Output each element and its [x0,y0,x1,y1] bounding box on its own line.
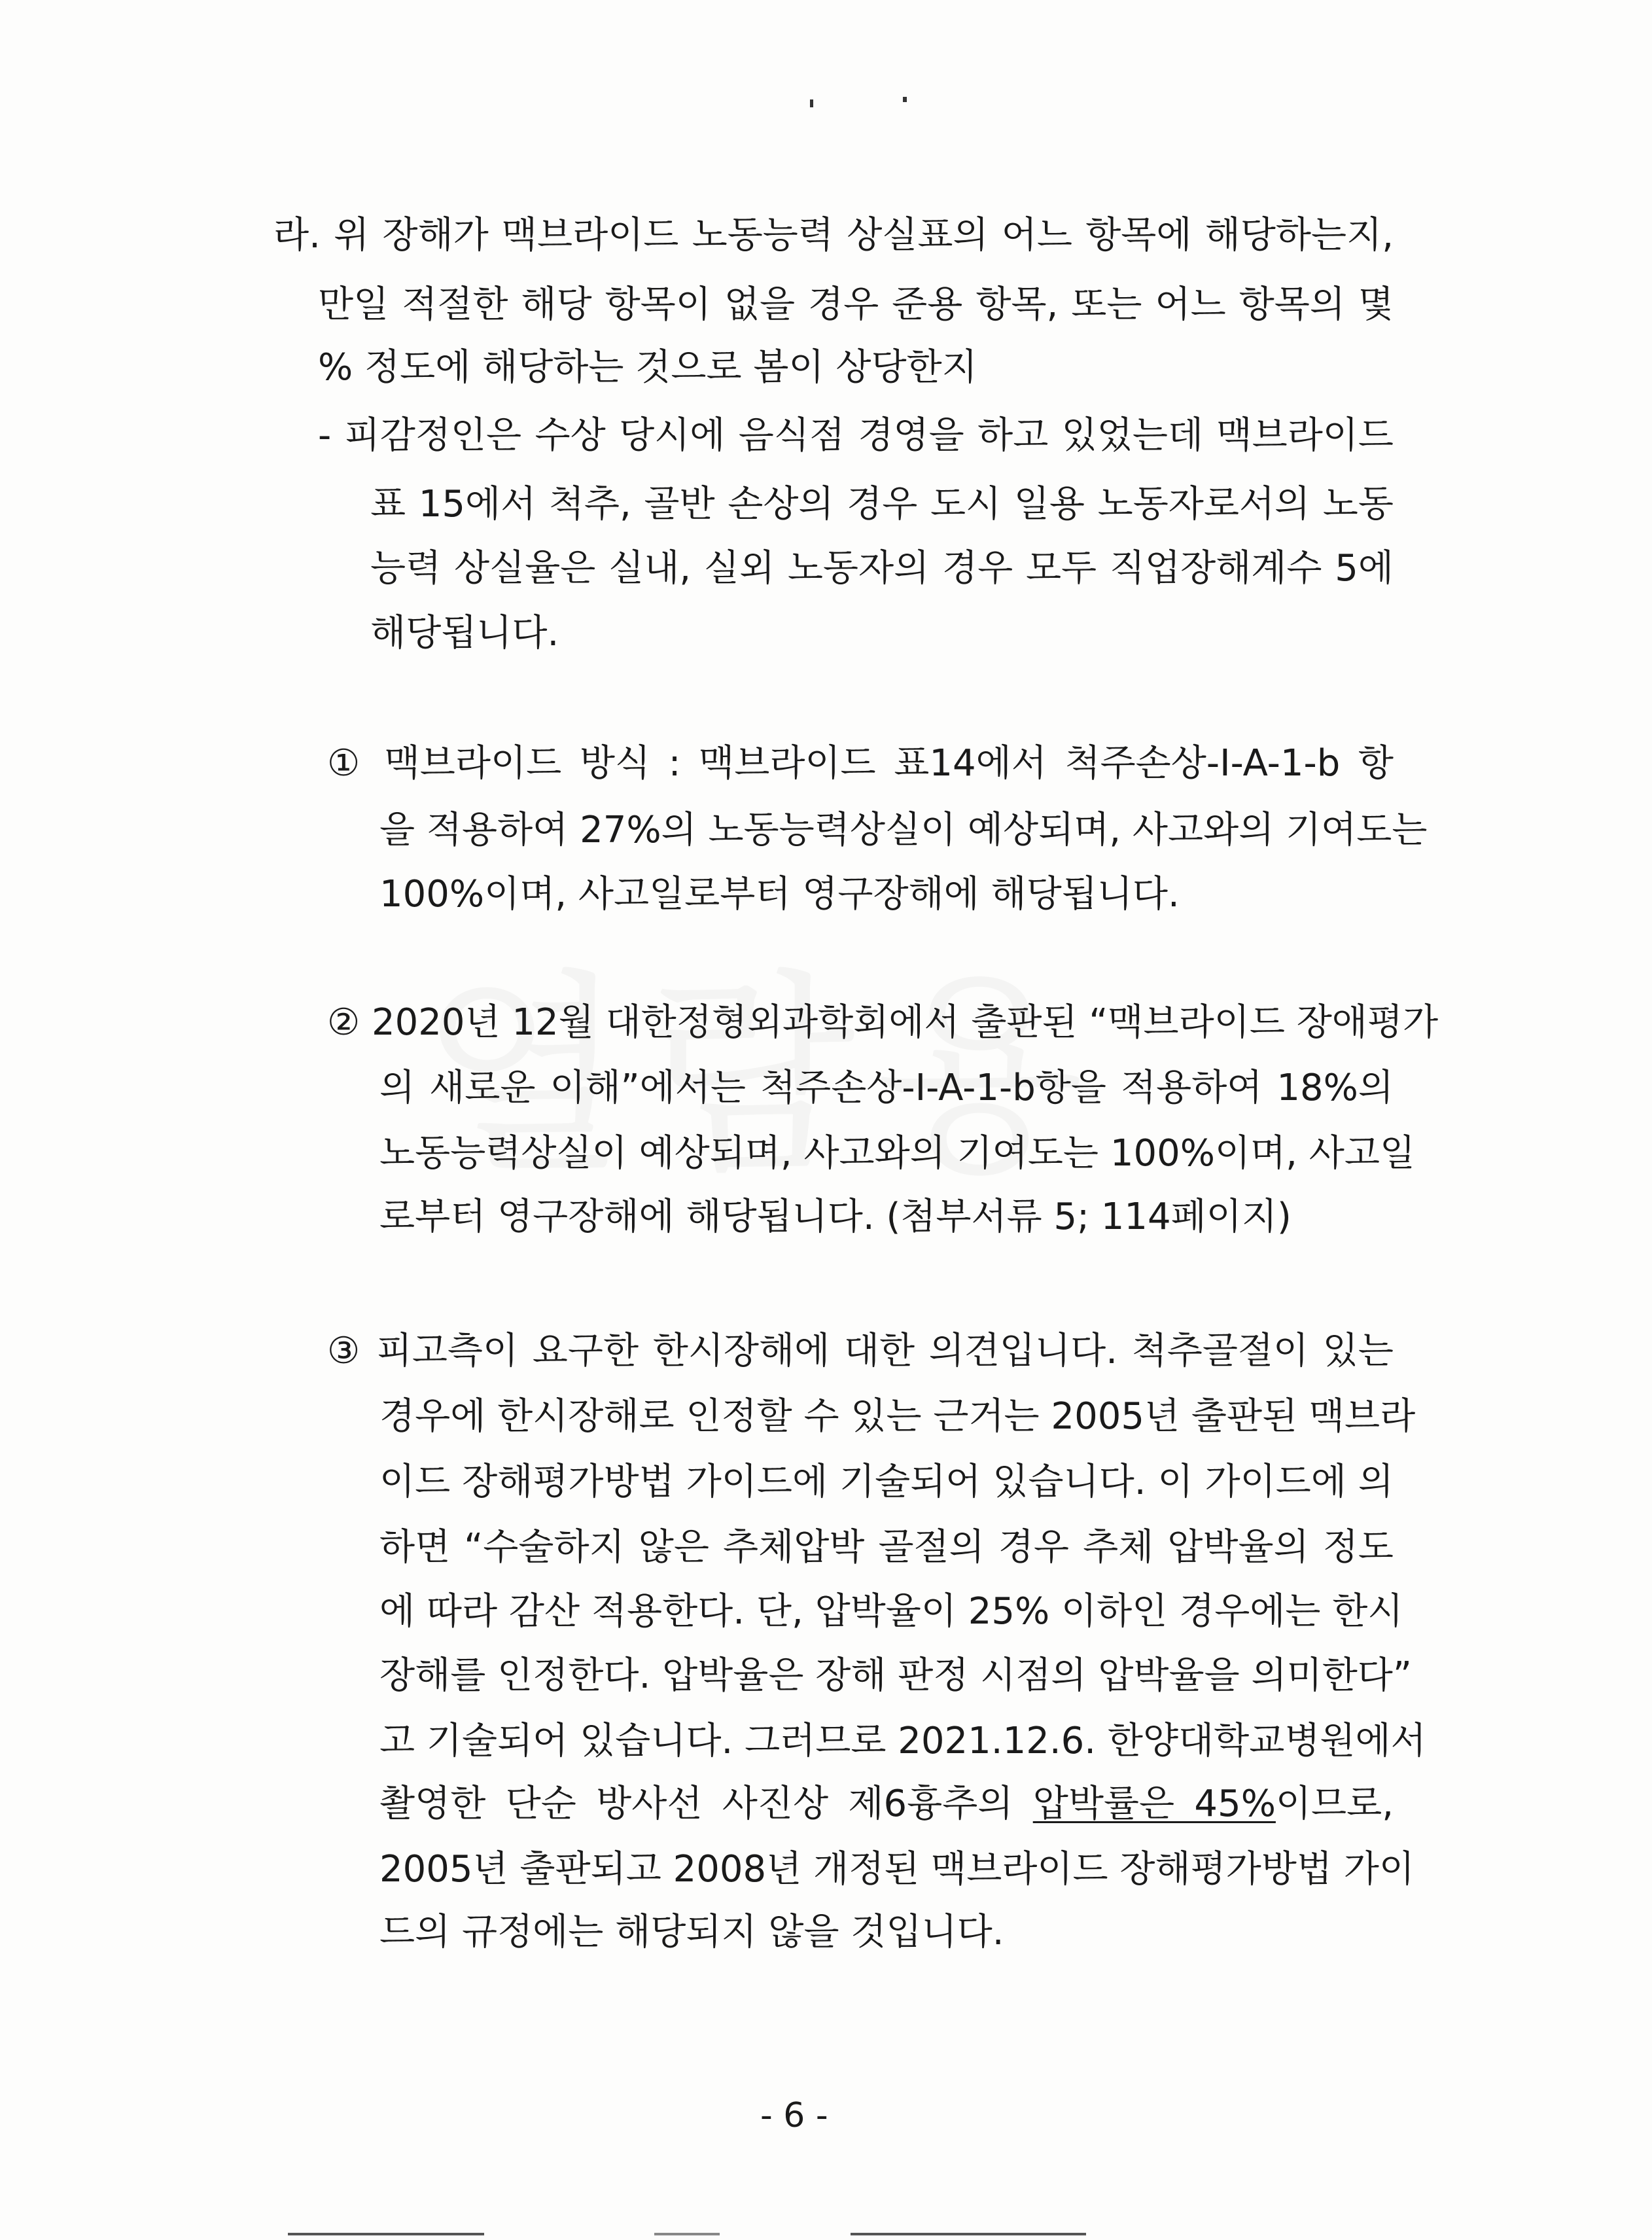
dash-item-line: 해당됩니다. [370,612,559,654]
dash-item-line: - 피감정인은 수상 당시에 음식점 경영을 하고 있었는데 맥브라이드 [318,414,1394,457]
item-3-line: 에 따라 감산 적용한다. 단, 압박율이 25% 이하인 경우에는 한시 [379,1590,1403,1633]
item-1-line: ① 맥브라이드 방식 : 맥브라이드 표14에서 척주손상-I-A-1-b 항 [327,742,1394,785]
item-2-line: 로부터 영구장해에 해당됩니다. (첨부서류 5; 114페이지) [379,1196,1292,1238]
item-2-line: ② 2020년 12월 대한정형외과학회에서 출판된 “맥브라이드 장애평가 [327,1001,1439,1044]
item-3-line: 2005년 출판되고 2008년 개정된 맥브라이드 장해평가방법 가이 [379,1848,1415,1891]
section-ra-line: % 정도에 해당하는 것으로 봄이 상당한지 [318,346,977,389]
item-3-line: 드의 규정에는 해당되지 않을 것입니다. [379,1911,1004,1953]
item-3-line: 하면 “수술하지 않은 추체압박 골절의 경우 추체 압박율의 정도 [379,1526,1394,1569]
section-ra-line: 만일 적절한 해당 항목이 없을 경우 준용 항목, 또는 어느 항목의 몇 [318,283,1394,326]
underlined-compression-rate: 압박률은 45% [1032,1783,1276,1825]
item-3-line [379,1781,1394,1827]
scan-artifact [903,97,907,102]
scan-artifact [851,2233,1086,2235]
dash-item-line: 표 15에서 척추, 골반 손상의 경우 도시 일용 노동자로서의 노동 [370,483,1394,525]
scan-artifact [288,2233,484,2235]
item-3-line: 고 기술되어 있습니다. 그러므로 2021.12.6. 한양대학교병원에서 [379,1720,1426,1762]
item-1-line: 100%이며, 사고일로부터 영구장해에 해당됩니다. [379,873,1180,916]
item-1-line: 을 적용하여 27%의 노동능력상실이 예상되며, 사고와의 기여도는 [379,809,1428,851]
dash-item-line: 능력 상실율은 실내, 실외 노동자의 경우 모두 직업장해계수 5에 [370,547,1394,590]
scan-artifact [810,99,813,107]
scan-artifact [654,2233,720,2235]
item-3-line: 이드 장해평가방법 가이드에 기술되어 있습니다. 이 가이드에 의 [379,1461,1394,1503]
item-2-line: 노동능력상실이 예상되며, 사고와의 기여도는 100%이며, 사고일 [379,1132,1416,1175]
item-3-line: 장해를 인정한다. 압박율은 장해 판정 시점의 압박율을 의미한다” [379,1654,1412,1697]
item-3-line: 경우에 한시장해로 인정할 수 있는 근거는 2005년 출판된 맥브라 [379,1395,1416,1438]
item-2-line: 의 새로운 이해”에서는 척주손상-I-A-1-b항을 적용하여 18%의 [379,1067,1394,1109]
item-3-line-8-text: 이므로, [1275,1783,1394,1825]
page-number: - 6 - [760,2096,828,2135]
section-ra-line: 라. 위 장해가 맥브라이드 노동능력 상실표의 어느 항목에 해당하는지, [273,214,1394,257]
item-3-line: ③ 피고측이 요구한 한시장해에 대한 의견입니다. 척추골절이 있는 [327,1330,1394,1372]
item-3-line-8-text: 촬영한 단순 방사선 사진상 제6흉추의 [379,1783,1033,1825]
